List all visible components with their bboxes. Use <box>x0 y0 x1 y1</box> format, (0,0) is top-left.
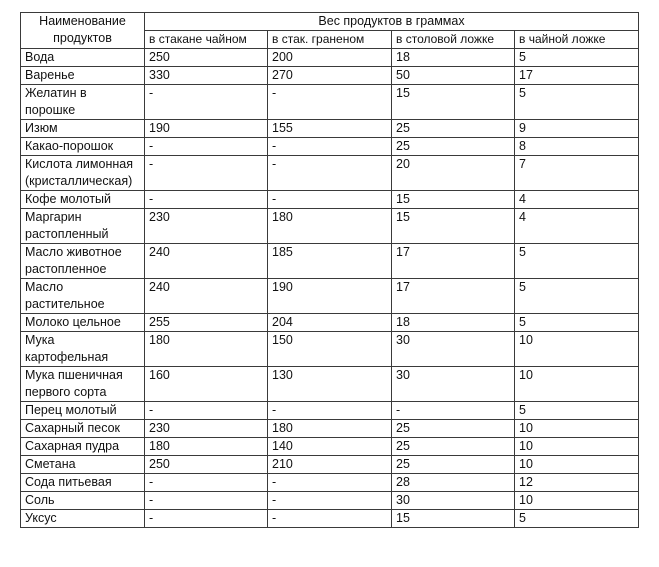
teaspoon-cell: 17 <box>515 67 639 85</box>
teaspoon-cell: 5 <box>515 49 639 67</box>
faceted-glass-cell: 130 <box>268 367 392 402</box>
teaspoon-cell: 5 <box>515 85 639 120</box>
tablespoon-cell: 30 <box>392 367 515 402</box>
tea-glass-cell: - <box>145 492 268 510</box>
table-row <box>21 332 639 367</box>
faceted-glass-cell: 180 <box>268 209 392 244</box>
tea-glass-cell: - <box>145 85 268 120</box>
tablespoon-cell: 25 <box>392 120 515 138</box>
teaspoon-cell: 4 <box>515 209 639 244</box>
teaspoon-cell: 10 <box>515 492 639 510</box>
faceted-glass-cell: 270 <box>268 67 392 85</box>
product-name-cell: Маргарин растопленный <box>21 209 145 244</box>
teaspoon-cell: 5 <box>515 402 639 420</box>
tablespoon-cell: 18 <box>392 314 515 332</box>
header-tablespoon: в столовой ложке <box>392 31 515 49</box>
teaspoon-cell: 8 <box>515 138 639 156</box>
tea-glass-cell: 330 <box>145 67 268 85</box>
product-name-cell: Сметана <box>21 456 145 474</box>
tablespoon-cell: 20 <box>392 156 515 191</box>
tablespoon-cell: 50 <box>392 67 515 85</box>
faceted-glass-cell: - <box>268 474 392 492</box>
product-name-cell: Мука картофельная <box>21 332 145 367</box>
tablespoon-cell: 25 <box>392 420 515 438</box>
teaspoon-cell: 9 <box>515 120 639 138</box>
tea-glass-cell: 250 <box>145 456 268 474</box>
teaspoon-cell: 10 <box>515 420 639 438</box>
teaspoon-cell: 7 <box>515 156 639 191</box>
product-name-cell: Кислота лимонная (кристаллическая) <box>21 156 145 191</box>
product-name-cell: Какао-порошок <box>21 138 145 156</box>
product-name-cell: Мука пшеничная первого сорта <box>21 367 145 402</box>
header-faceted-glass: в стак. граненом <box>268 31 392 49</box>
table-row <box>21 67 639 85</box>
tablespoon-cell: 17 <box>392 244 515 279</box>
table-row <box>21 474 639 492</box>
table-row <box>21 314 639 332</box>
table-row <box>21 438 639 456</box>
tablespoon-cell: 18 <box>392 49 515 67</box>
table-row <box>21 138 639 156</box>
table-row <box>21 156 639 191</box>
product-name-cell: Желатин в порошке <box>21 85 145 120</box>
product-name-cell: Варенье <box>21 67 145 85</box>
product-name-cell: Масло растительное <box>21 279 145 314</box>
table-row <box>21 120 639 138</box>
table-row <box>21 367 639 402</box>
teaspoon-cell: 10 <box>515 367 639 402</box>
tea-glass-cell: - <box>145 191 268 209</box>
tea-glass-cell: - <box>145 402 268 420</box>
product-name-cell: Сахарный песок <box>21 420 145 438</box>
faceted-glass-cell: - <box>268 138 392 156</box>
faceted-glass-cell: 210 <box>268 456 392 474</box>
tablespoon-cell: 30 <box>392 332 515 367</box>
tablespoon-cell: 15 <box>392 191 515 209</box>
table-row <box>21 244 639 279</box>
teaspoon-cell: 10 <box>515 456 639 474</box>
tablespoon-cell: 30 <box>392 492 515 510</box>
faceted-glass-cell: 180 <box>268 420 392 438</box>
faceted-glass-cell: - <box>268 156 392 191</box>
faceted-glass-cell: 190 <box>268 279 392 314</box>
table-row <box>21 191 639 209</box>
faceted-glass-cell: 155 <box>268 120 392 138</box>
product-name-cell: Перец молотый <box>21 402 145 420</box>
tea-glass-cell: 255 <box>145 314 268 332</box>
faceted-glass-cell: 185 <box>268 244 392 279</box>
product-weights-table <box>20 12 639 528</box>
teaspoon-cell: 10 <box>515 332 639 367</box>
header-teaspoon: в чайной ложке <box>515 31 639 49</box>
product-name-cell: Молоко цельное <box>21 314 145 332</box>
tea-glass-cell: 180 <box>145 438 268 456</box>
faceted-glass-cell: - <box>268 85 392 120</box>
product-name-cell: Соль <box>21 492 145 510</box>
tea-glass-cell: - <box>145 510 268 528</box>
table-body <box>21 49 639 528</box>
tea-glass-cell: 190 <box>145 120 268 138</box>
faceted-glass-cell: 200 <box>268 49 392 67</box>
product-name-cell: Масло животное растопленное <box>21 244 145 279</box>
tablespoon-cell: 15 <box>392 510 515 528</box>
table-row <box>21 209 639 244</box>
tablespoon-cell: 15 <box>392 85 515 120</box>
faceted-glass-cell: - <box>268 492 392 510</box>
product-name-cell: Вода <box>21 49 145 67</box>
tea-glass-cell: - <box>145 474 268 492</box>
teaspoon-cell: 10 <box>515 438 639 456</box>
tea-glass-cell: 180 <box>145 332 268 367</box>
tablespoon-cell: 25 <box>392 138 515 156</box>
tablespoon-cell: 25 <box>392 456 515 474</box>
table-row <box>21 492 639 510</box>
tea-glass-cell: - <box>145 138 268 156</box>
teaspoon-cell: 5 <box>515 244 639 279</box>
table-row <box>21 420 639 438</box>
tea-glass-cell: 230 <box>145 420 268 438</box>
tea-glass-cell: 250 <box>145 49 268 67</box>
teaspoon-cell: 5 <box>515 279 639 314</box>
product-name-cell: Сахарная пудра <box>21 438 145 456</box>
tea-glass-cell: 160 <box>145 367 268 402</box>
teaspoon-cell: 12 <box>515 474 639 492</box>
teaspoon-cell: 5 <box>515 314 639 332</box>
header-product-name: Наименование продуктов <box>21 13 145 49</box>
table-row <box>21 510 639 528</box>
product-name-cell: Кофе молотый <box>21 191 145 209</box>
table-row <box>21 402 639 420</box>
tablespoon-cell: 17 <box>392 279 515 314</box>
faceted-glass-cell: 204 <box>268 314 392 332</box>
table-row <box>21 456 639 474</box>
table-row <box>21 279 639 314</box>
faceted-glass-cell: 150 <box>268 332 392 367</box>
teaspoon-cell: 4 <box>515 191 639 209</box>
faceted-glass-cell: - <box>268 402 392 420</box>
table-row <box>21 85 639 120</box>
faceted-glass-cell: - <box>268 191 392 209</box>
header-row-group <box>21 13 639 31</box>
product-name-cell: Сода питьевая <box>21 474 145 492</box>
tablespoon-cell: 25 <box>392 438 515 456</box>
tea-glass-cell: - <box>145 156 268 191</box>
product-name-cell: Изюм <box>21 120 145 138</box>
faceted-glass-cell: 140 <box>268 438 392 456</box>
product-name-cell: Уксус <box>21 510 145 528</box>
tablespoon-cell: 15 <box>392 209 515 244</box>
tea-glass-cell: 230 <box>145 209 268 244</box>
header-tea-glass: в стакане чайном <box>145 31 268 49</box>
tablespoon-cell: 28 <box>392 474 515 492</box>
teaspoon-cell: 5 <box>515 510 639 528</box>
tablespoon-cell: - <box>392 402 515 420</box>
tea-glass-cell: 240 <box>145 279 268 314</box>
table-row <box>21 49 639 67</box>
tea-glass-cell: 240 <box>145 244 268 279</box>
faceted-glass-cell: - <box>268 510 392 528</box>
header-weight-group: Вес продуктов в граммах <box>145 13 639 31</box>
